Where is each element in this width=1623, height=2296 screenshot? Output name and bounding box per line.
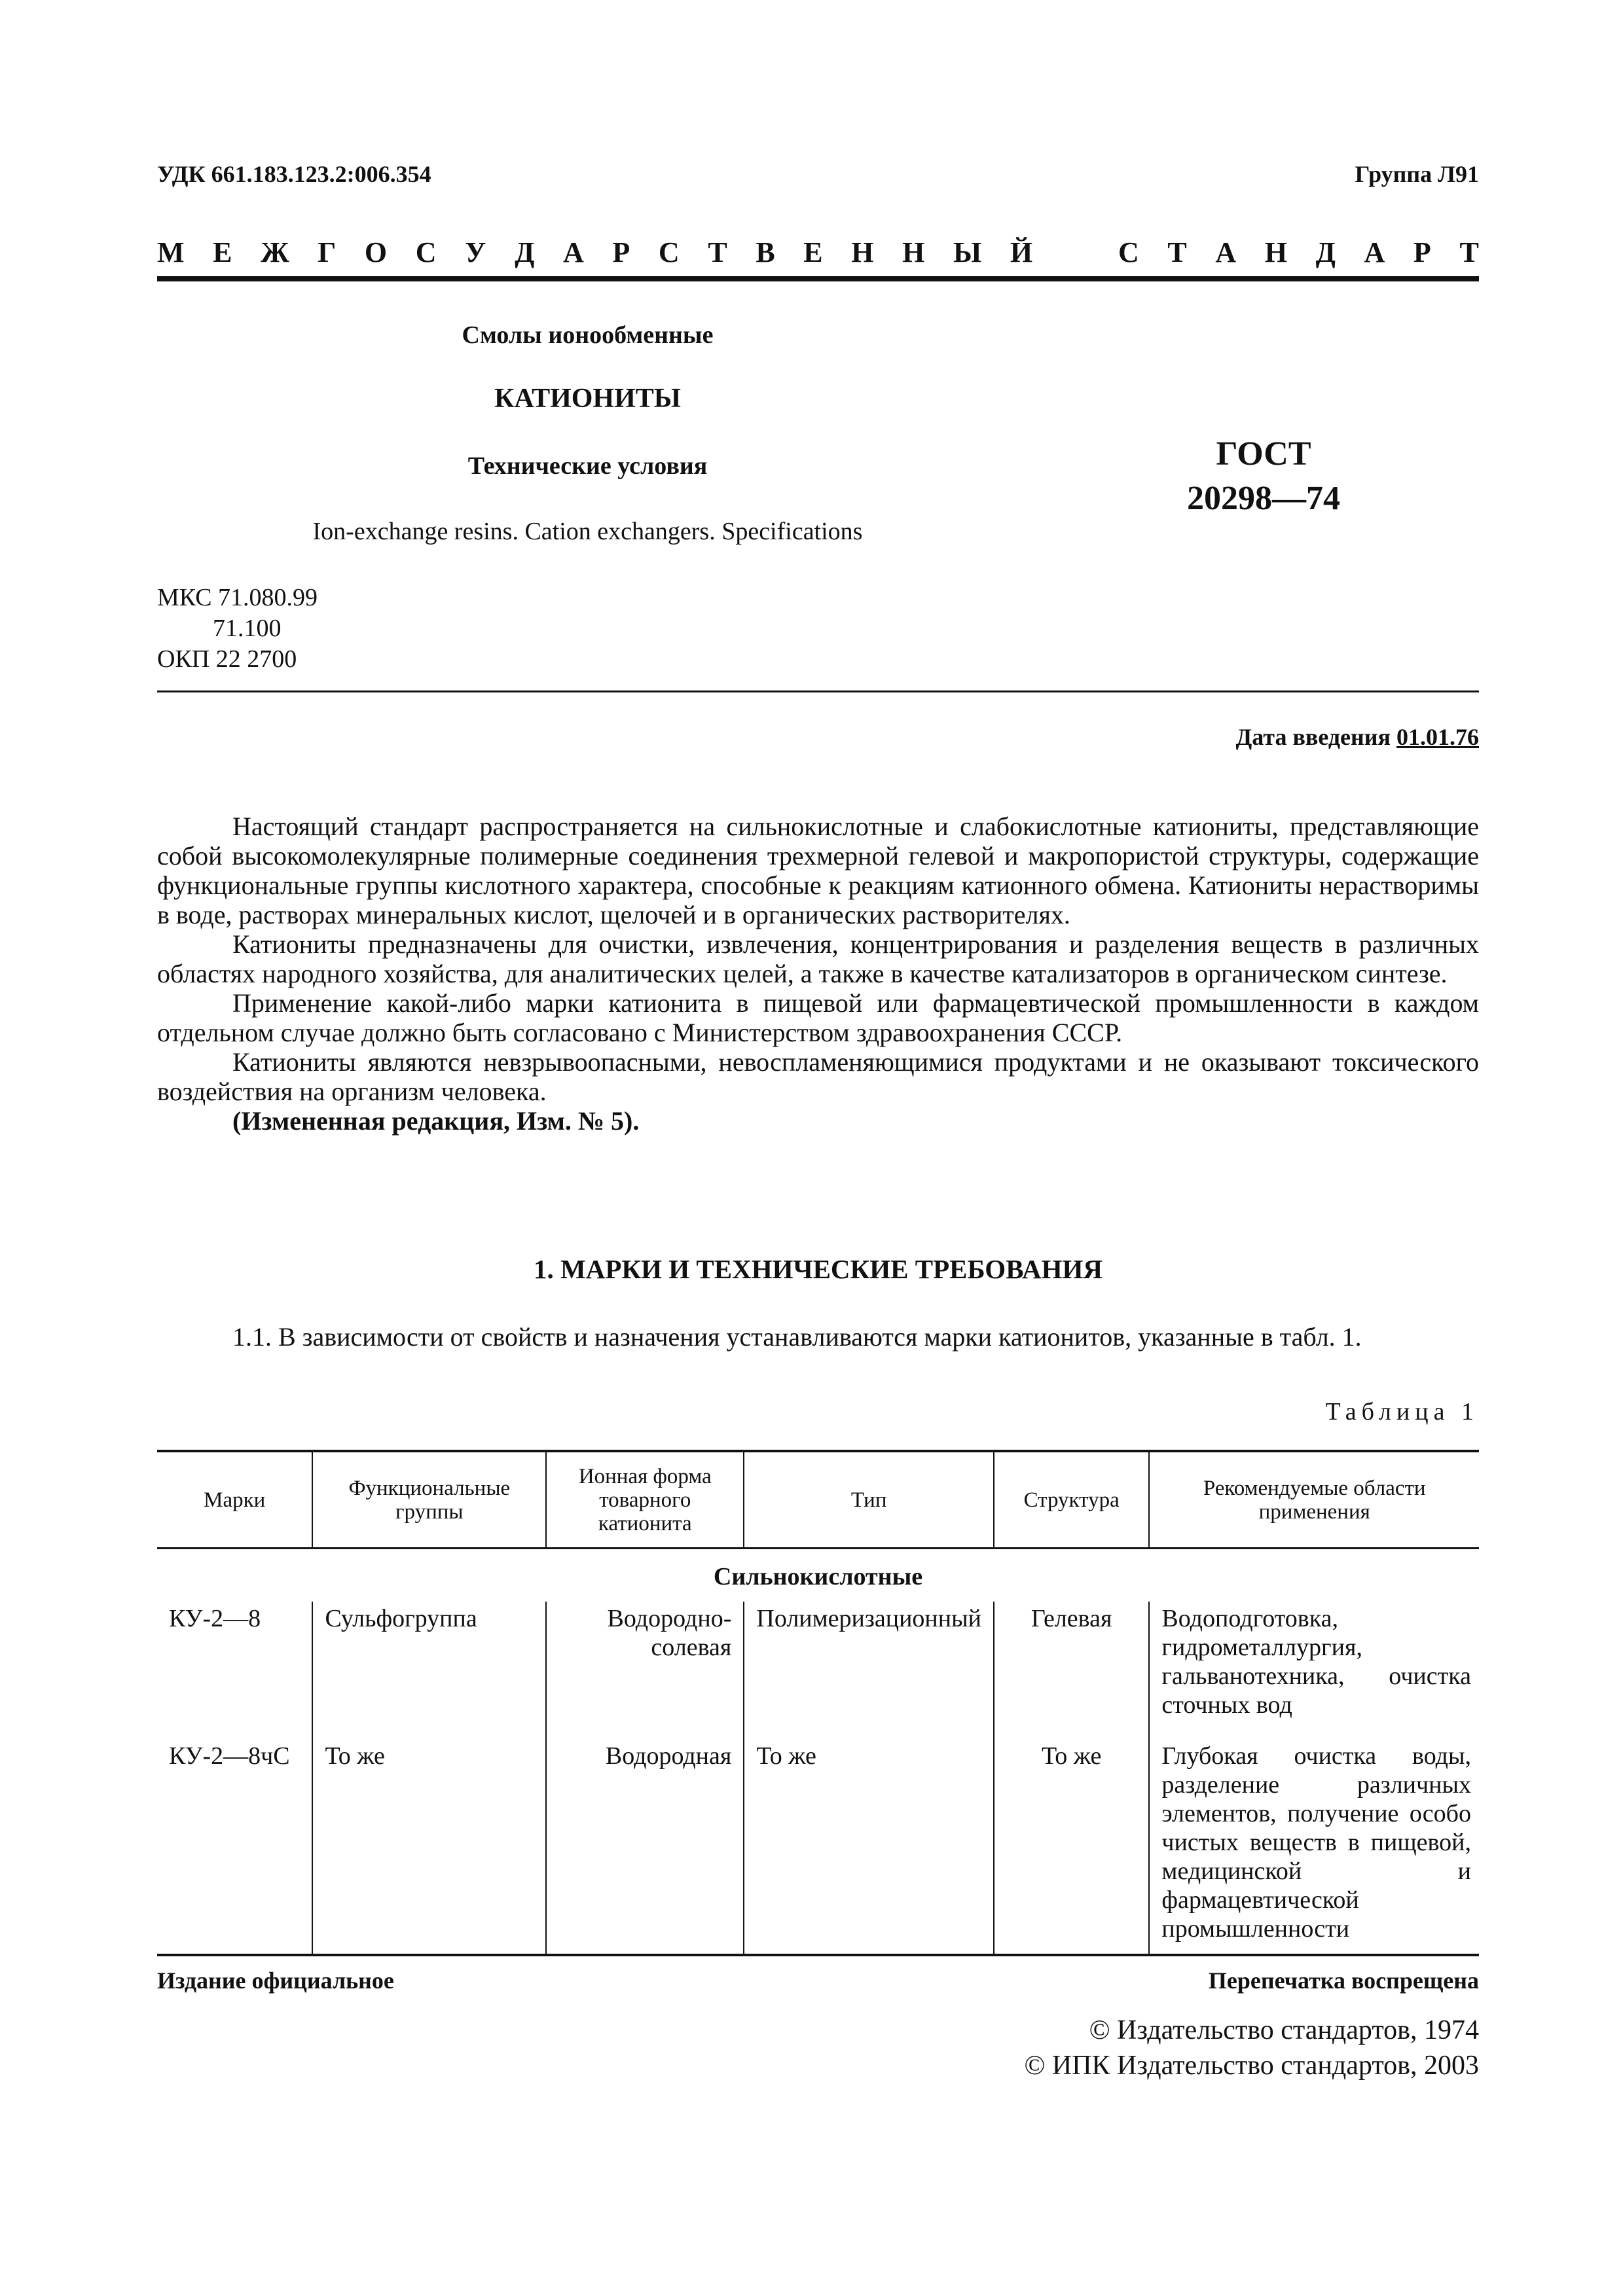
series-letter: Ж [261,236,289,268]
copyright-line: © ИПК Издательство стандартов, 2003 [1024,2051,1479,2081]
series-letter: У [465,236,486,268]
official-edition-label: Издание официальное [157,1967,394,1994]
title-line-1: Смолы ионообменные [462,321,714,349]
cell-application: Водоподготовка, гидрометаллургия, гальванотехника, очистка сточных вод [1149,1602,1479,1722]
okp-code: ОКП 22 2700 [157,645,297,673]
series-letter: Т [1167,236,1187,268]
title-line-3: Технические условия [467,452,708,480]
cell-functional-group: То же [312,1722,546,1956]
series-letter: А [1364,236,1385,268]
cell-structure: Гелевая [994,1602,1149,1722]
cell-functional-group: Сульфогруппа [312,1602,546,1722]
column-header: Функциональные группы [312,1451,546,1549]
series-letter: Ы [953,236,982,268]
series-letter: Г [318,236,337,268]
series-letter: А [1215,236,1237,268]
series-letter: М [157,236,185,268]
group-label: Сильнокислотные [713,1563,923,1590]
udk-code: УДК 661.183.123.2:006.354 [157,161,431,187]
gost-designation [1100,432,1427,521]
series-letter: Р [612,236,630,268]
footer-rule [157,1954,1479,1956]
section-heading: 1. МАРКИ И ТЕХНИЧЕСКИЕ ТРЕБОВАНИЯ [534,1254,1103,1284]
copyright-line: © Издательство стандартов, 1974 [1089,2015,1479,2045]
column-header: Структура [994,1451,1149,1549]
title-line-2: КАТИОНИТЫ [494,384,682,414]
intro-paragraph: Катиониты предназначены для очистки, извлечения, концентрирования и разделения веществ в различных областях народного хозяйства, для аналитических целей, а также в качестве катализаторов в органическом синтезе. [157,929,1479,988]
table-row [157,1722,1479,1956]
table-header-row [157,1451,1479,1549]
intro-paragraph: Настоящий стандарт распространяется на сильнокислотные и слабокислотные катиониты, представляющие собой высокомолекулярные полимерные соединения трехмерной гелевой и макропористой структуры, содержащие функциональные группы кислотного характера, способные к реакциям катионного обмена. Катиониты нерастворимы в воде, растворах минеральных кислот, щелочей и в органических растворителях. [157,812,1479,929]
series-letter: А [563,236,584,268]
series-letter: Е [803,236,823,268]
series-letter: Й [1010,236,1033,268]
column-header: Рекомендуемые области применения [1149,1451,1479,1549]
mks-code: МКС 71.080.99 [157,584,318,611]
series-letter: В [756,236,775,268]
column-header: Ионная форма товарного катионита [546,1451,744,1549]
date-label: Дата введения [1235,724,1391,750]
series-letter: Н [902,236,925,268]
gost-label: ГОСТ [1216,435,1311,473]
effective-date [1236,723,1480,751]
series-letter: С [658,236,680,268]
column-header: Тип [744,1451,994,1549]
series-letter: Н [1264,236,1287,268]
series-letter: С [1118,236,1139,268]
intro-paragraph: Применение какой-либо марки катионита в пищевой или фармацевтической промышленности в каждом отдельном случае должно быть согласовано с Министерством здравоохранения СССР. [157,988,1479,1047]
series-letter: Р [1413,236,1431,268]
series-letter: Е [213,236,232,268]
series-letter: С [415,236,437,268]
title-english: Ion-exchange resins. Cation exchangers. Specifications [312,518,863,545]
clause-1-1 [157,1322,1479,1352]
cell-application: Глубокая очистка воды, разделение различных элементов, получение особо чистых веществ в пищевой, медицинской и фармацевтической промышленности [1149,1722,1479,1956]
series-letter: Т [1459,236,1479,268]
introduction [157,812,1479,1136]
series-letter: О [364,236,388,268]
gost-number: 20298—74 [1187,480,1340,517]
intro-paragraph: Катиониты являются невзрывоопасными, невоспламеняющимися продуктами и не оказывают токсического воздействия на организм человека. [157,1047,1479,1106]
group-code: Группа Л91 [1355,161,1479,187]
cell-type: Полимеризационный [744,1602,994,1722]
cell-type: То же [744,1722,994,1956]
amendment-note: (Измененная редакция, Изм. № 5). [232,1106,640,1136]
header-rule [157,276,1479,281]
series-letter: Д [515,236,535,268]
table-row [157,1602,1479,1722]
cell-grade: КУ-2—8 [169,1605,261,1632]
cell-ion-form: Водородно-солевая [546,1602,744,1722]
reprint-prohibited-label: Перепечатка воспрещена [1208,1967,1479,1994]
column-header: Марки [157,1451,312,1549]
cell-grade: КУ-2—8чС [169,1742,290,1770]
codes-rule [157,691,1479,692]
table-group-row [157,1549,1479,1602]
series-letter: Н [851,236,874,268]
series-letter: Т [708,236,727,268]
standard-series-heading [157,236,1479,269]
cell-structure: То же [994,1722,1149,1956]
date-value: 01.01.76 [1396,724,1479,750]
table-caption: Таблица 1 [1325,1398,1479,1426]
copyright-block [1024,2013,1479,2083]
mks-code-2: 71.100 [213,615,282,642]
cell-ion-form: Водородная [546,1722,744,1956]
classification-codes [157,583,318,675]
series-letter: Д [1315,236,1336,268]
clause-text: 1.1. В зависимости от свойств и назначения устанавливаются марки катионитов, указанные в табл. 1. [232,1322,1362,1352]
grades-table [157,1450,1479,1956]
